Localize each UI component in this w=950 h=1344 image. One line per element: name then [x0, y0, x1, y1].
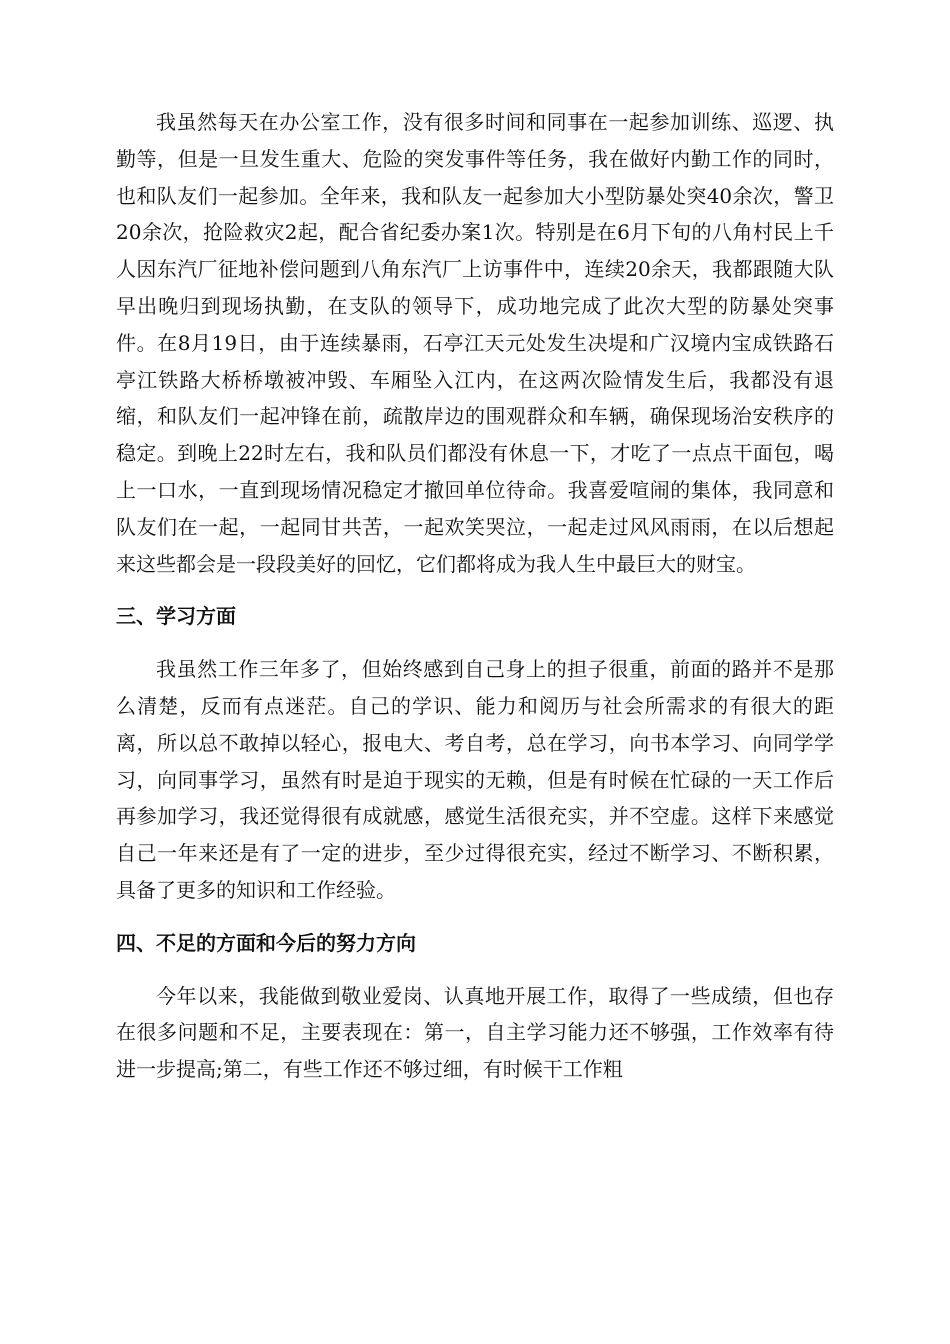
- paragraph-shortcomings: 今年以来，我能做到敬业爱岗、认真地开展工作，取得了一些成绩，但也存在很多问题和不足，主要表现在：第一，自主学习能力还不够强，工作效率有待进一步提高;第二，有些工作还不够过细，有时候干工作粗: [116, 983, 834, 1082]
- document-page: [116, 104, 834, 1088]
- section-heading-shortcomings: 四、不足的方面和今后的努力方向: [116, 930, 416, 955]
- paragraph-study: 我虽然工作三年多了，但始终感到自己身上的担子很重，前面的路并不是那么清楚，反而有点迷茫。自己的学识、能力和阅历与社会所需求的有很大的距离，所以总不敢掉以轻心，报电大、考自考，总在学习，向书本学习、向同学学习，向同事学习，虽然有时是迫于现实的无赖，但是有时候在忙碌的一天工作后再参加学习，我还觉得很有成就感，感觉生活很充实，并不空虚。这样下来感觉自己一年来还是有了一定的进步，至少过得很充实，经过不断学习、不断积累，具备了更多的知识和工作经验。: [116, 657, 834, 902]
- paragraph-duty-work: 我虽然每天在办公室工作，没有很多时间和同事在一起参加训练、巡逻、执勤等，但是一旦发生重大、危险的突发事件等任务，我在做好内勤工作的同时，也和队友们一起参加。全年来，我和队友一起参加大小型防暴处突40余次，警卫20余次，抢险救灾2起，配合省纪委办案1次。特别是在6月下旬的八角村民上千人因东汽厂征地补偿问题到八角东汽厂上访事件中，连续20余天，我都跟随大队早出晚归到现场执勤，在支队的领导下，成功地完成了此次大型的防暴处突事件。在8月19日，由于连续暴雨，石亭江天元处发生决堤和广汉境内宝成铁路石亭江铁路大桥桥墩被冲毁、车厢坠入江内，在这两次险情发生后，我都没有退缩，和队友们一起冲锋在前，疏散岸边的围观群众和车辆，确保现场治安秩序的稳定。到晚上22时左右，我和队员们都没有休息一下，才吃了一点点干面包，喝上一口水，一直到现场情况稳定才撤回单位待命。我喜爱喧闹的集体，我同意和队友们在一起，一起同甘共苦，一起欢笑哭泣，一起走过风风雨雨，在以后想起来这些都会是一段段美好的回忆，它们都将成为我人生中最巨大的财宝。: [116, 110, 834, 576]
- section-heading-study: 三、学习方面: [116, 604, 236, 629]
